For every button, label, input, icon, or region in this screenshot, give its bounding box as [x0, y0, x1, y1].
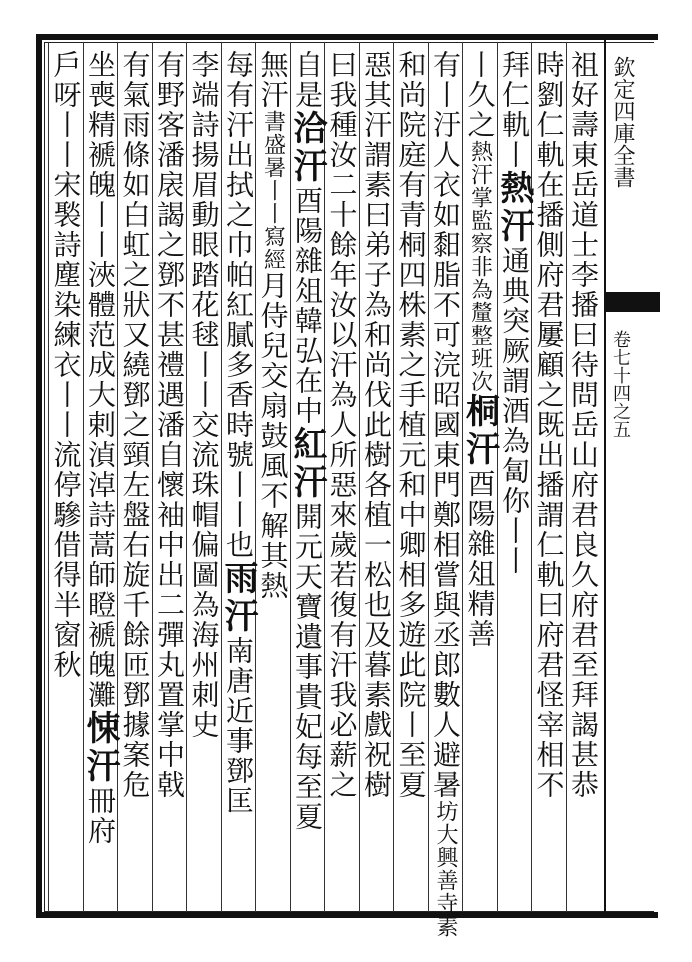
column-rule [566, 42, 567, 912]
text-column [393, 50, 428, 912]
column-rule [186, 42, 187, 912]
column-rule [359, 42, 360, 912]
text-column [324, 50, 359, 912]
column-rule [255, 42, 256, 912]
column-text: 圖為海州刺史 [187, 560, 221, 740]
column-text: 李端詩揚眉動眼踏花毬丨丨交流珠帽偏 [187, 50, 221, 560]
column-text: 惡其汗謂素曰弟子為和尚伐此樹各植一松也及暮素戲祝樹 [360, 50, 393, 800]
column-text: 月侍兒交扇鼓風不解其熱 [256, 271, 290, 601]
column-text: 戶呀丨丨宋褧詩塵染練衣丨丨流停驂借得半窗秋 [49, 50, 83, 680]
annotation-text: 坊大興善寺素 [433, 800, 458, 938]
annotation-text: 熱汗掌監察非為釐整班次 [467, 140, 493, 393]
column-text: 酉陽雜俎精善 [463, 469, 497, 649]
text-column [459, 50, 500, 912]
column-text: 冊府 [84, 786, 117, 846]
column-rule [290, 42, 291, 912]
column-rule [48, 42, 49, 912]
chapter-label: 卷七十四之五 [610, 330, 631, 438]
text-column [287, 50, 327, 912]
column-text: 丨久之 [463, 50, 497, 140]
fish-tail-mark [604, 292, 660, 312]
text-column [152, 50, 187, 912]
column-rule [152, 42, 153, 912]
column-rule [393, 42, 394, 912]
column-text: 南唐近事鄧匡 [222, 636, 255, 816]
column-text: 開元天寶遺事貴妃每至夏 [291, 502, 324, 832]
entry-heading: 熱汗 [494, 170, 534, 246]
entry-heading: 紅汗 [287, 426, 327, 502]
column-rule [221, 42, 222, 912]
column-text: 祖好壽東岳道士李播曰待問岳山府君良久府君至拜謁甚恭 [567, 50, 600, 800]
column-text: 酉陽雜俎韓弘在中 [291, 186, 324, 426]
text-column [359, 50, 394, 912]
book-title: 欽定四庫全書 [610, 56, 635, 188]
column-text: 有氣雨條如白虹之狀又繞鄧之頸左盤右旋千餘匝鄧據案危 [118, 50, 152, 800]
column-text: 有野客潘扆謁之鄧不甚禮遇潘自懷袖中出二彈丸置掌中戟 [153, 50, 186, 800]
entry-heading: 桐汗 [459, 393, 500, 469]
entry-heading: 雨汗 [218, 560, 258, 636]
text-column [80, 50, 120, 912]
column-text: 無汗 [256, 50, 290, 110]
column-rule [83, 42, 84, 912]
entry-heading: 洽汗 [287, 110, 327, 186]
text-column [48, 50, 83, 912]
column-text: 自是 [291, 50, 324, 110]
column-text: 和尚院庭有青桐四株素之手植元和中卿相多遊此院丨至夏 [394, 50, 428, 800]
text-column [255, 50, 290, 912]
text-column [566, 50, 601, 912]
column-rule [428, 42, 429, 912]
text-column [218, 50, 258, 912]
entry-heading: 悚汗 [80, 710, 120, 786]
text-column [531, 50, 566, 912]
text-column [494, 50, 534, 912]
column-text: 曰我種汝二十餘年汝以汗為人所惡來歲若復有汗我必薪之 [325, 50, 359, 800]
column-text: 坐喪精褫魄丨丨浹體范成大剌湞淖詩蒿師瞪褫魄灘 [84, 50, 117, 710]
column-text: 有丨汙人衣如䵒脂不可浣昭國東門鄭相嘗與丞郎數人避暑 [429, 50, 462, 800]
annotation-text: 書盛暑丨丨寫經 [260, 110, 286, 271]
column-text: 時劉仁軌在播側府君屢顧之既出播謂仁軌曰府君怪宰相不 [532, 50, 566, 800]
text-column [428, 50, 463, 938]
text-column [186, 50, 221, 912]
column-text: 通典突厥謂酒為匐你丨丨 [498, 246, 531, 576]
text-column [117, 50, 152, 912]
column-text: 拜仁軌丨 [498, 50, 531, 170]
column-text: 每有汗出拭之巾帕紅膩多香時號丨丨也 [222, 50, 255, 560]
column-rule [462, 42, 463, 912]
